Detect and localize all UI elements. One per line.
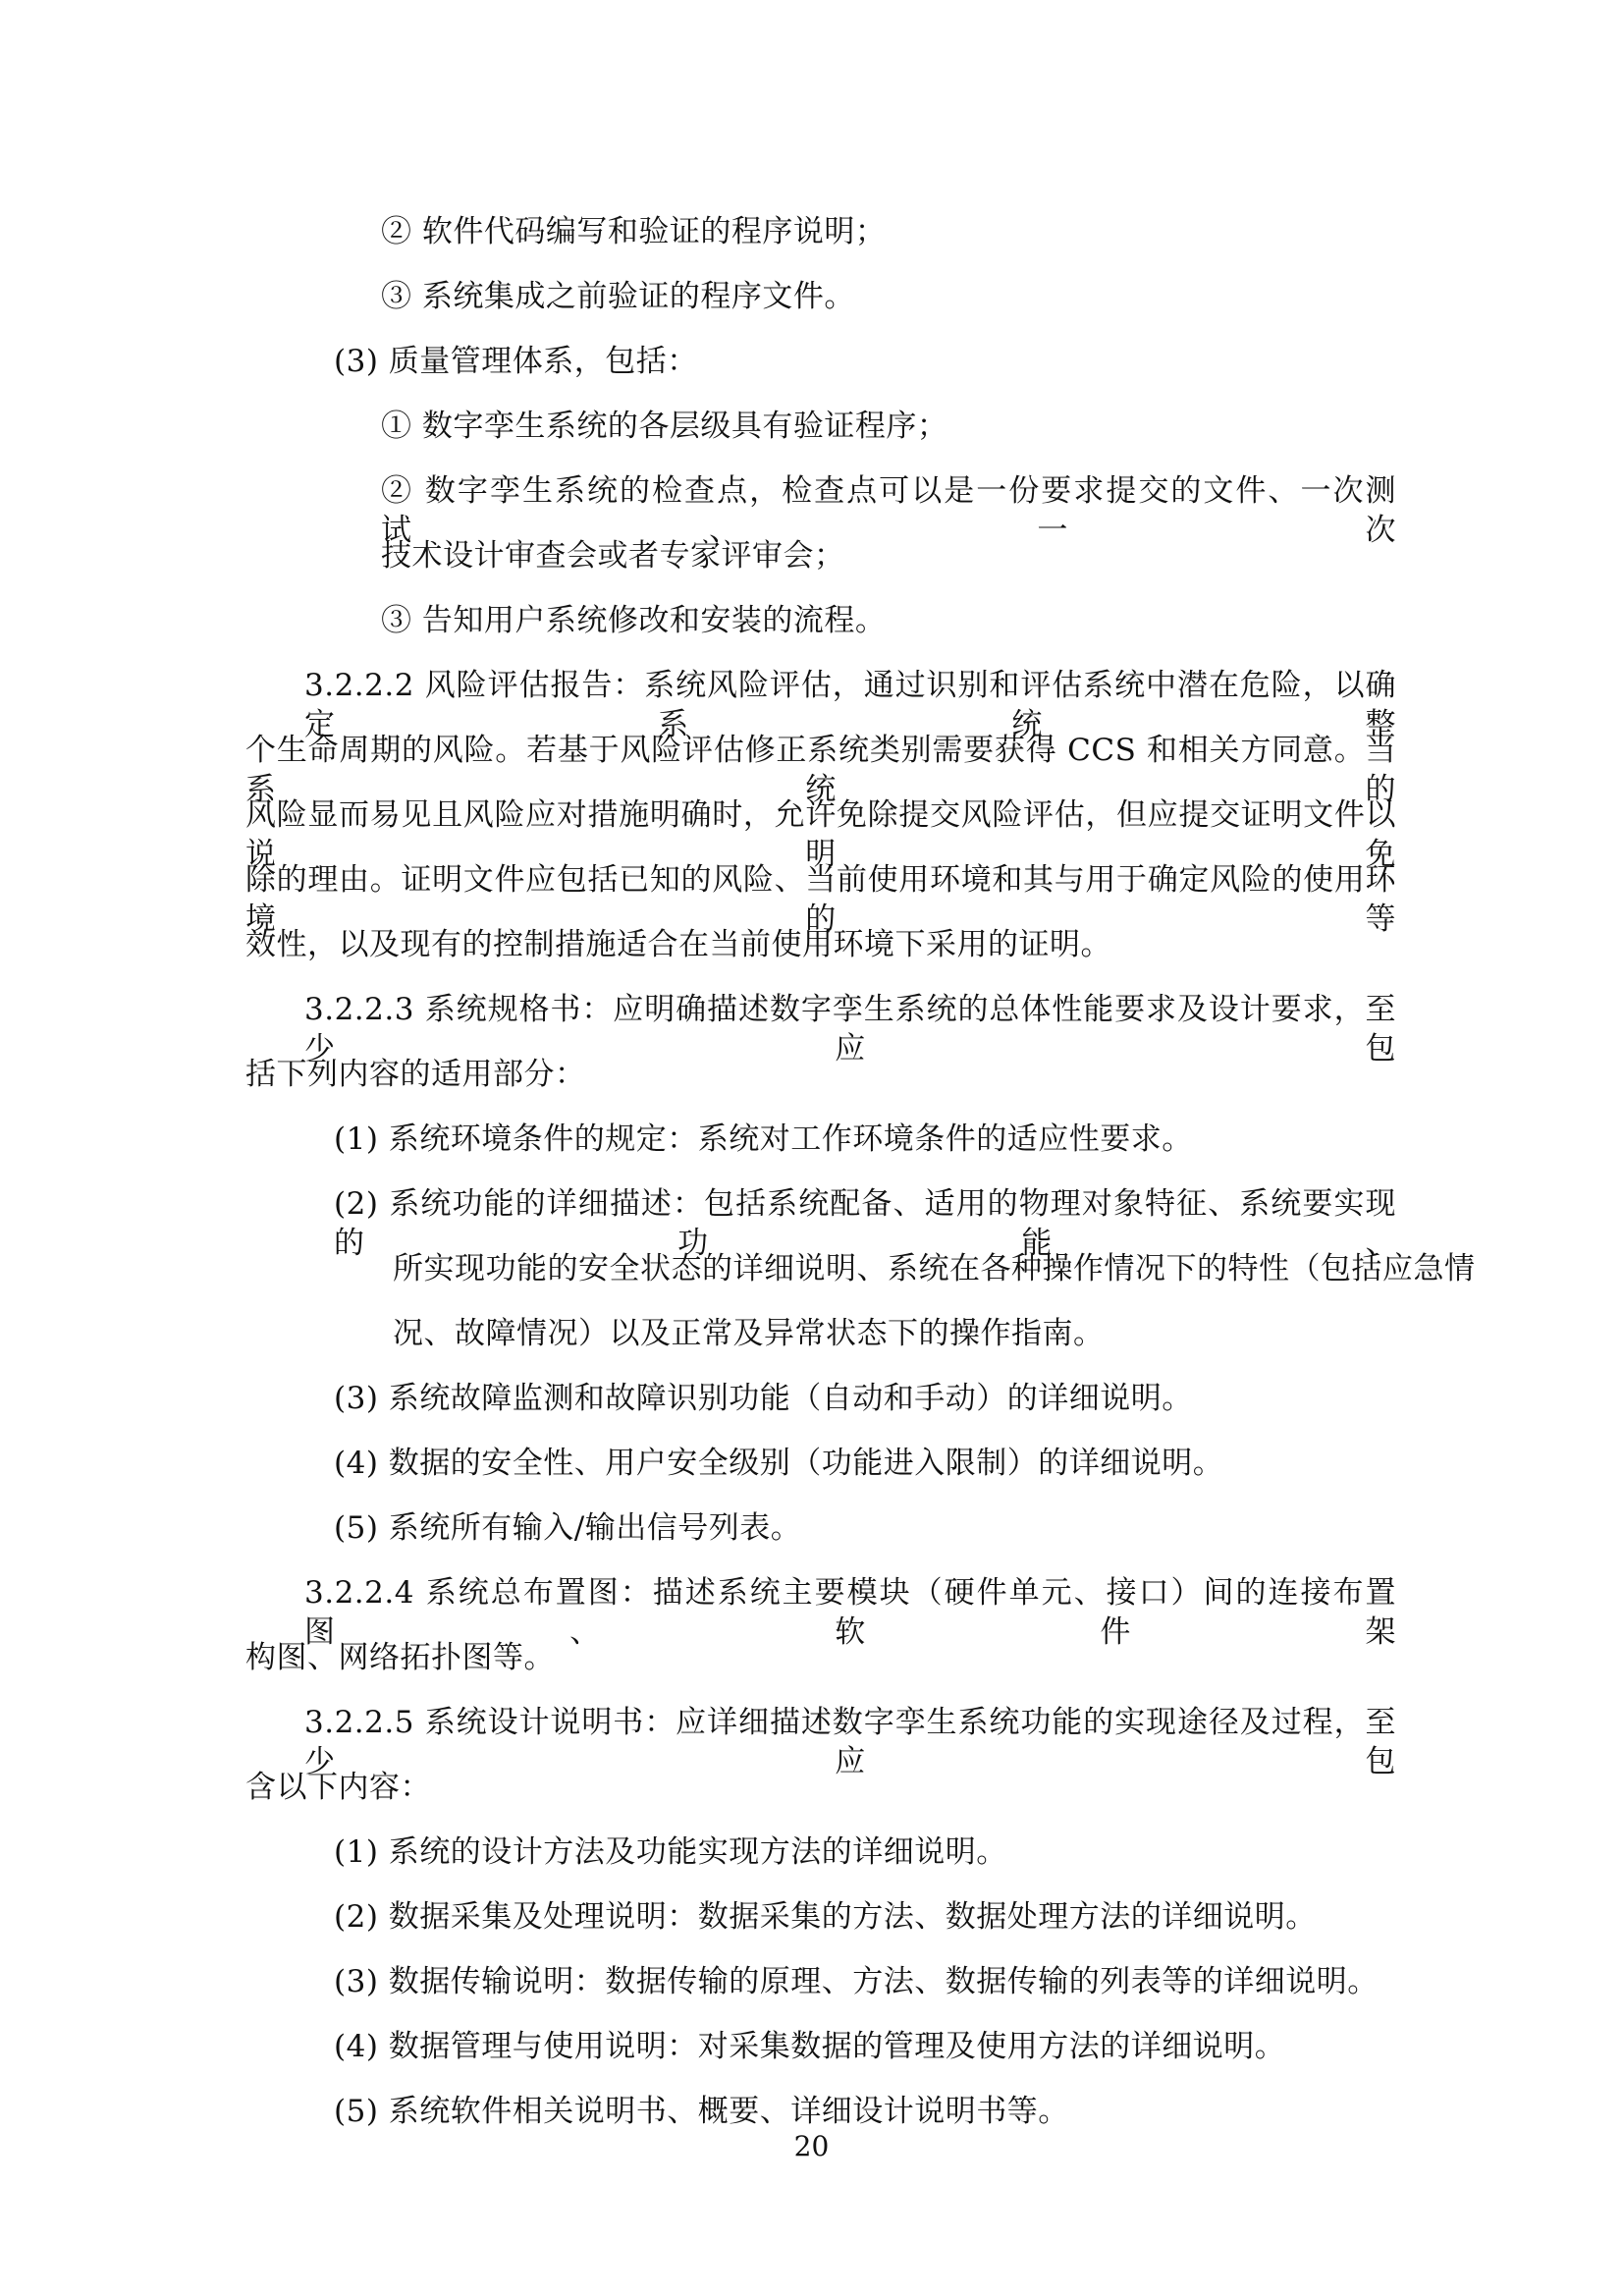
section-3-2-2-5-line2: 含以下内容： <box>245 1770 431 1805</box>
list-item-design-method: (1) 系统的设计方法及功能实现方法的详细说明。 <box>334 1834 1007 1870</box>
section-3-2-2-2-line3: 风险显而易见且风险应对措施明确时，允许免除提交风险评估，但应提交证明文件以说明免 <box>245 797 1396 872</box>
list-item-3-integration-verification: ③ 系统集成之前验证的程序文件。 <box>381 279 855 314</box>
list-item-fault-monitoring: (3) 系统故障监测和故障识别功能（自动和手动）的详细说明。 <box>334 1381 1193 1416</box>
list-item-2-checkpoints-line1: ② 数字孪生系统的检查点，检查点可以是一份要求提交的文件、一次测试、一次 <box>381 473 1396 548</box>
section-3-2-2-2-line5: 效性，以及现有的控制措施适合在当前使用环境下采用的证明。 <box>245 927 1111 962</box>
list-item-data-management: (4) 数据管理与使用说明：对采集数据的管理及使用方法的详细说明。 <box>334 2029 1286 2064</box>
section-3-2-2-3-line1: 3.2.2.3 系统规格书：应明确描述数字孪生系统的总体性能要求及设计要求，至少应包 <box>304 992 1396 1066</box>
section-3-2-2-2-line2: 个生命周期的风险。若基于风险评估修正系统类别需要获得 CCS 和相关方同意。当系统的 <box>245 733 1396 807</box>
list-item-data-collection: (2) 数据采集及处理说明：数据采集的方法、数据处理方法的详细说明。 <box>334 1899 1317 1935</box>
section-3-2-2-2-line4: 除的理由。证明文件应包括已知的风险、当前使用环境和其与用于确定风险的使用环境的等 <box>245 862 1396 937</box>
section-3-2-2-5-line1: 3.2.2.5 系统设计说明书：应详细描述数字孪生系统功能的实现途径及过程，至少应包 <box>304 1705 1396 1779</box>
list-item-function-description-line3: 况、故障情况）以及正常及异常状态下的操作指南。 <box>393 1316 1105 1351</box>
list-item-software-documentation: (5) 系统软件相关说明书、概要、详细设计说明书等。 <box>334 2094 1069 2129</box>
list-item-data-transmission: (3) 数据传输说明：数据传输的原理、方法、数据传输的列表等的详细说明。 <box>334 1964 1379 1999</box>
list-item-1-verification-procedure: ① 数字孪生系统的各层级具有验证程序； <box>381 409 948 444</box>
section-3-2-2-2-line1: 3.2.2.2 风险评估报告：系统风险评估，通过识别和评估系统中潜在危险，以确定系统整 <box>304 668 1396 742</box>
section-3-2-2-4-line1: 3.2.2.4 系统总布置图：描述系统主要模块（硬件单元、接口）间的连接布置图、软件架 <box>304 1575 1396 1650</box>
list-item-function-description-line2: 所实现功能的安全状态的详细说明、系统在各种操作情况下的特性（包括应急情 <box>393 1251 1476 1286</box>
section-3-2-2-4-line2: 构图、网络拓扑图等。 <box>245 1640 555 1675</box>
section-3-2-2-3-line2: 括下列内容的适用部分： <box>245 1057 586 1092</box>
list-item-3-modification-process: ③ 告知用户系统修改和安装的流程。 <box>381 603 887 638</box>
list-item-environment-conditions: (1) 系统环境条件的规定：系统对工作环境条件的适应性要求。 <box>334 1121 1193 1157</box>
list-item-2-code-verification: ② 软件代码编写和验证的程序说明； <box>381 214 887 249</box>
list-item-2-checkpoints-line2: 技术设计审查会或者专家评审会； <box>381 538 845 574</box>
list-item-function-description-line1: (2) 系统功能的详细描述：包括系统配备、适用的物理对象特征、系统要实现的功能、 <box>334 1186 1396 1261</box>
list-item-io-signal-list: (5) 系统所有输入/输出信号列表。 <box>334 1510 802 1546</box>
page-number: 20 <box>793 2130 830 2162</box>
list-item-data-security: (4) 数据的安全性、用户安全级别（功能进入限制）的详细说明。 <box>334 1446 1224 1481</box>
list-item-quality-management: (3) 质量管理体系，包括： <box>334 344 698 379</box>
